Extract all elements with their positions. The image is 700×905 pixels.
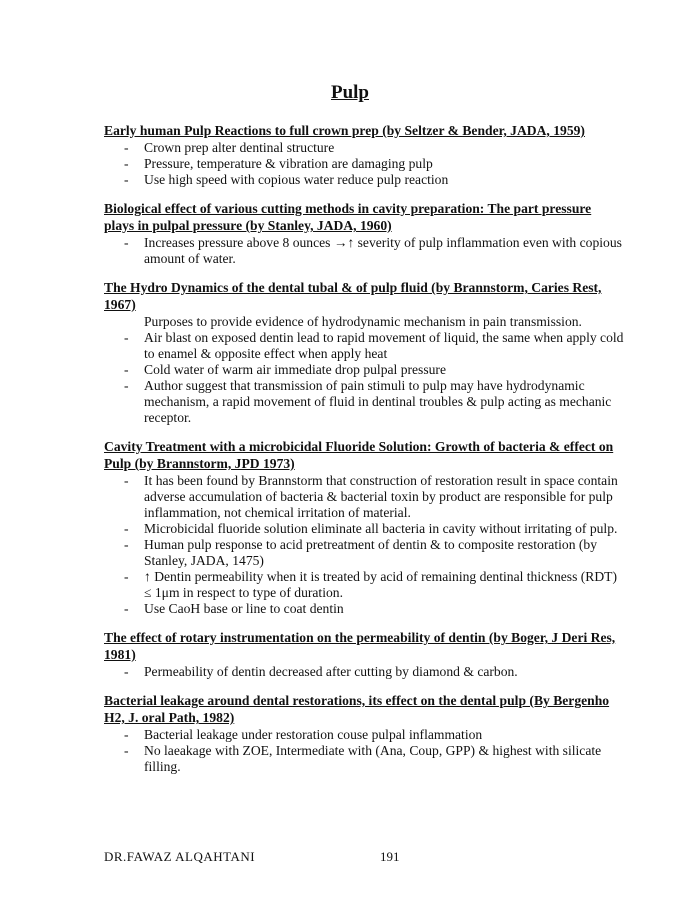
- list-item: [104, 473, 624, 521]
- list-item-text: Increases pressure above 8 ounces →↑ severity of pulp inflammation even with copious amount of water.: [144, 235, 622, 266]
- bullet-list: [104, 314, 624, 426]
- list-item: [104, 378, 624, 426]
- list-item-text: Use CaoH base or line to coat dentin: [144, 601, 344, 616]
- bullet-dash: -: [124, 473, 129, 488]
- bullet-dash: -: [124, 537, 129, 552]
- document-body: [104, 122, 624, 787]
- bullet-dash: -: [124, 601, 129, 616]
- section-heading: The Hydro Dynamics of the dental tubal & of pulp fluid (by Brannstorm, Caries Rest, 1967): [104, 280, 602, 312]
- section-heading: Early human Pulp Reactions to full crown prep (by Seltzer & Bender, JADA, 1959): [104, 123, 585, 138]
- bullet-dash: -: [124, 664, 129, 679]
- bullet-dash: -: [124, 569, 129, 584]
- page-title: Pulp: [330, 82, 370, 103]
- list-item-text: Human pulp response to acid pretreatment of dentin & to composite restoration (by Stanley, JADA, 1475): [144, 537, 598, 568]
- list-item-text: Microbicidal fluoride solution eliminate all bacteria in cavity without irritating of pulp.: [144, 521, 618, 536]
- bullet-list: [104, 140, 624, 188]
- list-item-text: Permeability of dentin decreased after cutting by diamond & carbon.: [144, 664, 518, 679]
- list-item-text: Cold water of warm air immediate drop pulpal pressure: [144, 362, 446, 377]
- section-heading: Bacterial leakage around dental restorations, its effect on the dental pulp (By Bergenho H2, J. oral Path, 1982): [104, 693, 610, 725]
- list-item: [104, 537, 624, 569]
- bullet-dash: -: [124, 378, 129, 393]
- bullet-dash: -: [124, 140, 129, 155]
- list-item: [104, 743, 624, 775]
- bullet-list: [104, 727, 624, 775]
- list-item: [104, 664, 624, 680]
- list-item-text: No laeakage with ZOE, Intermediate with (Ana, Coup, GPP) & highest with silicate filling.: [144, 743, 602, 774]
- section-heading: The effect of rotary instrumentation on the permeability of dentin (by Boger, J Deri Res, 1981): [104, 630, 616, 662]
- list-item: [104, 314, 624, 330]
- list-item-text: Crown prep alter dentinal structure: [144, 140, 335, 155]
- footer-page-number: 191: [380, 849, 400, 864]
- bullet-list: [104, 664, 624, 680]
- list-item-text: Author suggest that transmission of pain stimuli to pulp may have hydrodynamic mechanism, a rapid movement of fluid in dentinal troubles & pulp acting as mechanic receptor.: [144, 378, 612, 425]
- list-item-text: Use high speed with copious water reduce pulp reaction: [144, 172, 449, 187]
- list-item-text: Purposes to provide evidence of hydrodynamic mechanism in pain transmission.: [144, 314, 582, 329]
- section: [104, 629, 624, 680]
- bullet-dash: -: [124, 362, 129, 377]
- bullet-dash: -: [124, 521, 129, 536]
- list-item: [104, 521, 624, 537]
- bullet-dash: -: [124, 330, 129, 345]
- bullet-list: [104, 473, 624, 617]
- section-heading: Cavity Treatment with a microbicidal Fluoride Solution: Growth of bacteria & effect on Pulp (by Brannstorm, JPD 1973): [104, 439, 614, 471]
- list-item: [104, 235, 624, 267]
- section: [104, 692, 624, 775]
- section: [104, 200, 624, 267]
- bullet-dash: -: [124, 727, 129, 742]
- section-heading: Biological effect of various cutting methods in cavity preparation: The part pressure plays in pulpal pressure (by Stanley, JADA, 1960): [104, 201, 592, 233]
- footer-author: DR.FAWAZ ALQAHTANI: [104, 849, 256, 864]
- list-item: [104, 140, 624, 156]
- list-item-text: Pressure, temperature & vibration are damaging pulp: [144, 156, 433, 171]
- bullet-dash: -: [124, 156, 129, 171]
- list-item: [104, 156, 624, 172]
- list-item-text: It has been found by Brannstorm that construction of restoration result in space contain adverse accumulation of bacteria & bacterial toxin by product are responsible for pulp inflammation, not chemical irritation of material.: [144, 473, 618, 520]
- list-item: [104, 362, 624, 378]
- list-item: [104, 727, 624, 743]
- bullet-dash: -: [124, 743, 129, 758]
- bullet-dash: -: [124, 172, 129, 187]
- list-item: [104, 569, 624, 601]
- section: [104, 122, 624, 188]
- bullet-dash: -: [124, 235, 129, 250]
- list-item: [104, 172, 624, 188]
- list-item: [104, 330, 624, 362]
- section: [104, 438, 624, 617]
- list-item: [104, 601, 624, 617]
- bullet-list: [104, 235, 624, 267]
- section: [104, 279, 624, 426]
- list-item-text: ↑ Dentin permeability when it is treated by acid of remaining dentinal thickness (RDT) ≤ 1μm in respect to type of duration.: [144, 569, 618, 600]
- list-item-text: Bacterial leakage under restoration couse pulpal inflammation: [144, 727, 483, 742]
- list-item-text: Air blast on exposed dentin lead to rapid movement of liquid, the same when apply cold to enamel & opposite effect when apply heat: [144, 330, 624, 361]
